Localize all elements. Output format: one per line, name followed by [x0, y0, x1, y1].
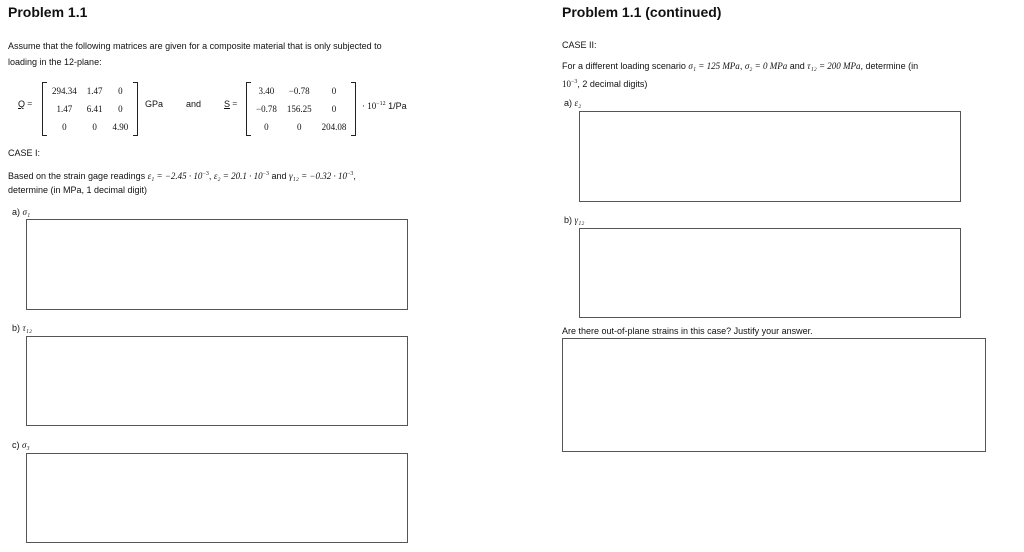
q-unit: GPa — [145, 99, 164, 109]
question-b-label: b) τ₁₂ — [12, 323, 33, 333]
q-symbol: Q — [18, 99, 26, 109]
sigma2-value: σ₂ = 0 MPa — [744, 61, 788, 71]
s-factor: · $10^{-12}$ 1/Pa — [362, 101, 407, 111]
q-matrix-label: Q = — [18, 99, 33, 109]
answer-box-tau12[interactable] — [26, 336, 408, 426]
s-symbol: S — [224, 99, 231, 109]
and-label: and — [186, 99, 202, 109]
question-2a-label: a) ε₂ — [564, 98, 582, 108]
tau12-value: τ₁₂ = 200 MPa — [807, 61, 861, 71]
case-1-label: CASE I: — [8, 148, 41, 158]
s-unit: 1/Pa — [388, 101, 407, 111]
case-2-text: For a different loading scenario σ₁ = 125 MPa, σ₂ = 0 MPa and τ₁₂ = 200 MPa, determine (in — [562, 61, 919, 71]
case-1-text-2: determine (in MPa, 1 decimal digit) — [8, 185, 148, 195]
case-2-label: CASE II: — [562, 40, 597, 50]
sigma1-value: σ₁ = 125 MPa — [688, 61, 740, 71]
page-title-left: Problem 1.1 — [8, 4, 88, 20]
answer-box-out-of-plane[interactable] — [562, 338, 986, 452]
case-2-text-2: $10^{-3}$, 2 decimal digits) — [562, 79, 648, 89]
intro-line-1: Assume that the following matrices are given for a composite material that is only subjected to — [8, 41, 382, 51]
intro-line-2: loading in the 12-plane: — [8, 57, 102, 67]
eps1: ε₁ = −2.45 · 10 — [147, 171, 203, 181]
page-title-right: Problem 1.1 (continued) — [562, 4, 722, 20]
answer-box-gamma12[interactable] — [579, 228, 961, 318]
s-matrix: 3.40 −0.78 0 −0.78 156.25 0 0 0 204.08 — [246, 82, 356, 136]
s-matrix-label: S = — [224, 99, 238, 109]
gamma12: γ₁₂ = −0.32 · 10 — [289, 171, 347, 181]
answer-box-eps2[interactable] — [579, 111, 961, 202]
question-2b-label: b) γ₁₂ — [564, 215, 585, 225]
answer-box-sigma1[interactable] — [26, 219, 408, 310]
case-1-text: Based on the strain gage readings $\varepsilon_1 = -2.45 \cdot 10^{-3}$, $\varepsilon_2 = 20.1 \cdot 10^{-3}$ and $\gamma_{12} = -0.32 \cdot 10^{-3}$, — [8, 171, 356, 181]
answer-box-sigma3[interactable] — [26, 453, 408, 543]
question-a-label: a) σ₁ — [12, 207, 31, 217]
q-matrix: 294.34 1.47 0 1.47 6.41 0 0 0 4.90 — [42, 82, 138, 136]
out-of-plane-question: Are there out-of-plane strains in this case? Justify your answer. — [562, 326, 813, 336]
eps2: ε₂ = 20.1 · 10 — [213, 171, 263, 181]
question-c-label: c) σ₃ — [12, 440, 30, 450]
